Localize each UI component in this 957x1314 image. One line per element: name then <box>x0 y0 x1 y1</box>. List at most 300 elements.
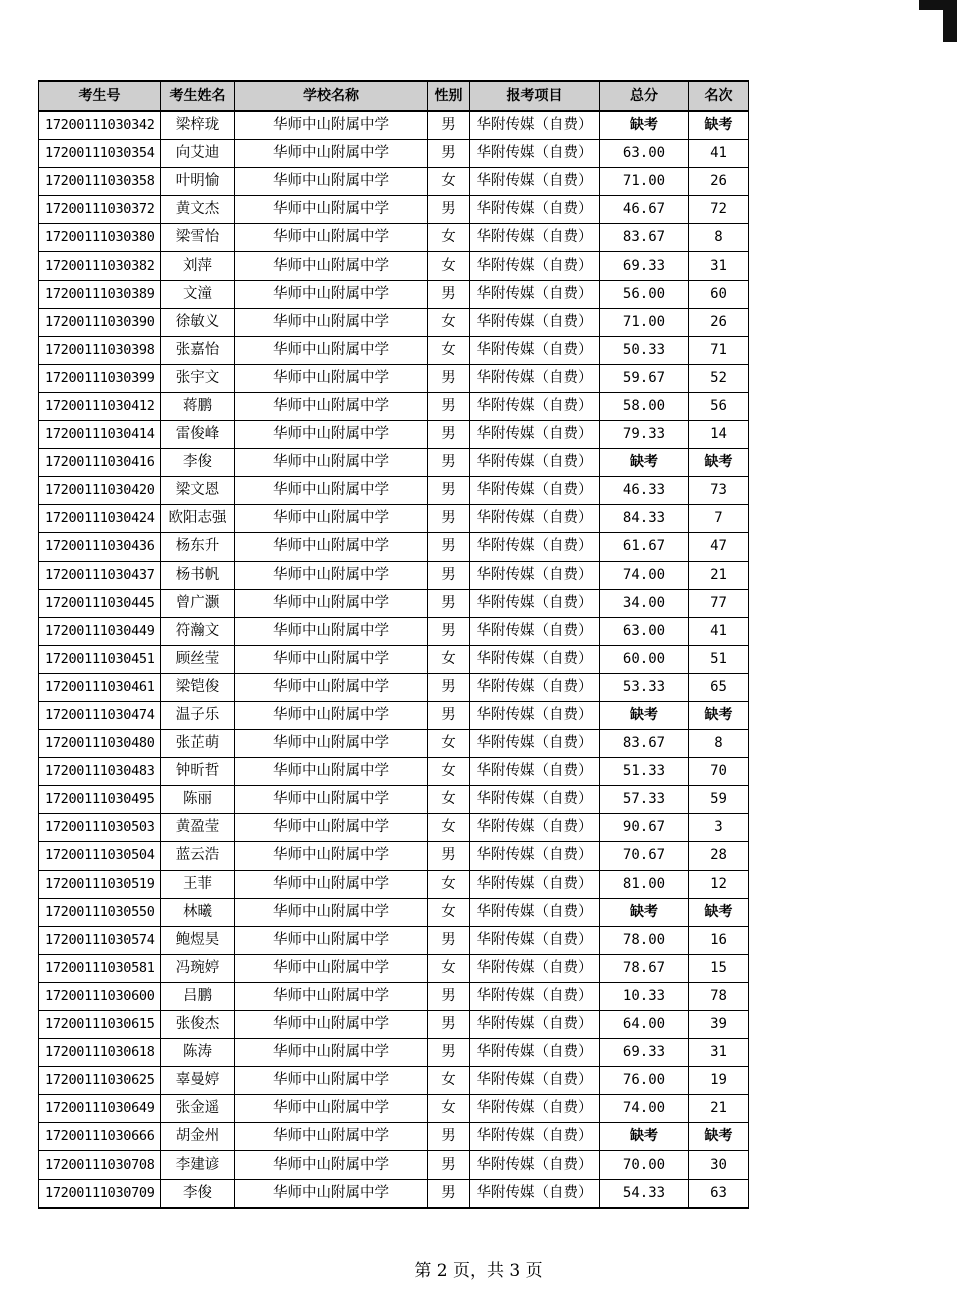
candidate-id-cell: 17200111030451 <box>39 645 161 673</box>
applied-program-cell: 华附传媒（自费） <box>470 1123 600 1151</box>
rank-cell: 缺考 <box>689 1123 749 1151</box>
candidate-id-cell: 17200111030480 <box>39 730 161 758</box>
rank-cell: 71 <box>689 336 749 364</box>
applied-program-cell: 华附传媒（自费） <box>470 140 600 168</box>
school-name-cell: 华师中山附属中学 <box>235 730 428 758</box>
school-name-cell: 华师中山附属中学 <box>235 870 428 898</box>
table-row <box>39 308 749 336</box>
candidate-name-cell: 李建谚 <box>161 1151 235 1179</box>
table-row <box>39 982 749 1010</box>
rank-cell: 56 <box>689 392 749 420</box>
rank-cell: 15 <box>689 954 749 982</box>
applied-program-cell: 华附传媒（自费） <box>470 589 600 617</box>
applied-program-cell: 华附传媒（自费） <box>470 1179 600 1208</box>
school-name-cell: 华师中山附属中学 <box>235 252 428 280</box>
total-score-cell: 63.00 <box>600 140 689 168</box>
gender-cell: 女 <box>428 898 470 926</box>
candidate-name-cell: 徐敏义 <box>161 308 235 336</box>
school-name-cell: 华师中山附属中学 <box>235 505 428 533</box>
applied-program-cell: 华附传媒（自费） <box>470 1011 600 1039</box>
candidate-name-cell: 曾广灏 <box>161 589 235 617</box>
school-name-cell: 华师中山附属中学 <box>235 140 428 168</box>
table-row <box>39 168 749 196</box>
scan-corner-mark <box>943 0 957 42</box>
table-row <box>39 449 749 477</box>
applied-program-cell: 华附传媒（自费） <box>470 505 600 533</box>
table-row <box>39 1039 749 1067</box>
gender-cell: 女 <box>428 1067 470 1095</box>
applied-program-cell: 华附传媒（自费） <box>470 533 600 561</box>
total-score-cell: 74.00 <box>600 1095 689 1123</box>
school-name-cell: 华师中山附属中学 <box>235 533 428 561</box>
rank-cell: 26 <box>689 308 749 336</box>
rank-cell: 28 <box>689 842 749 870</box>
school-name-cell: 华师中山附属中学 <box>235 786 428 814</box>
gender-cell: 女 <box>428 814 470 842</box>
candidate-id-cell: 17200111030503 <box>39 814 161 842</box>
candidate-name-cell: 张俊杰 <box>161 1011 235 1039</box>
header-total-score: 总分 <box>600 81 689 111</box>
table-row <box>39 111 749 140</box>
rank-cell: 39 <box>689 1011 749 1039</box>
candidate-name-cell: 辜曼婷 <box>161 1067 235 1095</box>
gender-cell: 女 <box>428 954 470 982</box>
rank-cell: 41 <box>689 617 749 645</box>
rank-cell: 21 <box>689 561 749 589</box>
total-score-cell: 缺考 <box>600 449 689 477</box>
total-score-cell: 70.67 <box>600 842 689 870</box>
total-score-cell: 69.33 <box>600 252 689 280</box>
school-name-cell: 华师中山附属中学 <box>235 111 428 140</box>
candidate-id-cell: 17200111030445 <box>39 589 161 617</box>
school-name-cell: 华师中山附属中学 <box>235 1123 428 1151</box>
applied-program-cell: 华附传媒（自费） <box>470 561 600 589</box>
table-row <box>39 280 749 308</box>
school-name-cell: 华师中山附属中学 <box>235 1039 428 1067</box>
candidate-id-cell: 17200111030519 <box>39 870 161 898</box>
rank-cell: 73 <box>689 477 749 505</box>
candidate-name-cell: 刘萍 <box>161 252 235 280</box>
total-score-cell: 54.33 <box>600 1179 689 1208</box>
table-row <box>39 617 749 645</box>
candidate-name-cell: 梁铠俊 <box>161 673 235 701</box>
gender-cell: 男 <box>428 701 470 729</box>
table-row <box>39 842 749 870</box>
candidate-id-cell: 17200111030574 <box>39 926 161 954</box>
candidate-id-cell: 17200111030399 <box>39 364 161 392</box>
score-table <box>38 80 749 1209</box>
gender-cell: 男 <box>428 589 470 617</box>
gender-cell: 男 <box>428 617 470 645</box>
rank-cell: 7 <box>689 505 749 533</box>
total-score-cell: 60.00 <box>600 645 689 673</box>
applied-program-cell: 华附传媒（自费） <box>470 982 600 1010</box>
table-row <box>39 140 749 168</box>
applied-program-cell: 华附传媒（自费） <box>470 111 600 140</box>
rank-cell: 3 <box>689 814 749 842</box>
table-row <box>39 1151 749 1179</box>
rank-cell: 缺考 <box>689 449 749 477</box>
candidate-name-cell: 黄盈莹 <box>161 814 235 842</box>
candidate-id-cell: 17200111030354 <box>39 140 161 168</box>
school-name-cell: 华师中山附属中学 <box>235 898 428 926</box>
table-row <box>39 421 749 449</box>
candidate-id-cell: 17200111030437 <box>39 561 161 589</box>
school-name-cell: 华师中山附属中学 <box>235 392 428 420</box>
candidate-id-cell: 17200111030495 <box>39 786 161 814</box>
table-row <box>39 954 749 982</box>
header-gender: 性别 <box>428 81 470 111</box>
candidate-name-cell: 梁文恩 <box>161 477 235 505</box>
candidate-id-cell: 17200111030625 <box>39 1067 161 1095</box>
applied-program-cell: 华附传媒（自费） <box>470 1151 600 1179</box>
candidate-name-cell: 钟昕哲 <box>161 758 235 786</box>
school-name-cell: 华师中山附属中学 <box>235 589 428 617</box>
table-row <box>39 392 749 420</box>
table-row <box>39 1179 749 1208</box>
rank-cell: 59 <box>689 786 749 814</box>
total-score-cell: 78.00 <box>600 926 689 954</box>
header-candidate-name: 考生姓名 <box>161 81 235 111</box>
rank-cell: 26 <box>689 168 749 196</box>
table-row <box>39 533 749 561</box>
candidate-name-cell: 雷俊峰 <box>161 421 235 449</box>
table-row <box>39 673 749 701</box>
candidate-name-cell: 吕鹏 <box>161 982 235 1010</box>
rank-cell: 31 <box>689 1039 749 1067</box>
candidate-id-cell: 17200111030504 <box>39 842 161 870</box>
school-name-cell: 华师中山附属中学 <box>235 645 428 673</box>
rank-cell: 缺考 <box>689 111 749 140</box>
applied-program-cell: 华附传媒（自费） <box>470 617 600 645</box>
table-row <box>39 224 749 252</box>
candidate-id-cell: 17200111030358 <box>39 168 161 196</box>
school-name-cell: 华师中山附属中学 <box>235 1179 428 1208</box>
score-table-container <box>38 80 748 1209</box>
school-name-cell: 华师中山附属中学 <box>235 982 428 1010</box>
applied-program-cell: 华附传媒（自费） <box>470 252 600 280</box>
total-score-cell: 63.00 <box>600 617 689 645</box>
candidate-id-cell: 17200111030398 <box>39 336 161 364</box>
gender-cell: 男 <box>428 842 470 870</box>
total-score-cell: 57.33 <box>600 786 689 814</box>
header-candidate-id: 考生号 <box>39 81 161 111</box>
total-score-cell: 53.33 <box>600 673 689 701</box>
applied-program-cell: 华附传媒（自费） <box>470 224 600 252</box>
candidate-id-cell: 17200111030414 <box>39 421 161 449</box>
table-row <box>39 926 749 954</box>
table-row <box>39 814 749 842</box>
gender-cell: 女 <box>428 786 470 814</box>
candidate-name-cell: 张芷萌 <box>161 730 235 758</box>
applied-program-cell: 华附传媒（自费） <box>470 814 600 842</box>
school-name-cell: 华师中山附属中学 <box>235 336 428 364</box>
candidate-name-cell: 顾丝莹 <box>161 645 235 673</box>
candidate-name-cell: 杨东升 <box>161 533 235 561</box>
applied-program-cell: 华附传媒（自费） <box>470 280 600 308</box>
school-name-cell: 华师中山附属中学 <box>235 1067 428 1095</box>
candidate-name-cell: 黄文杰 <box>161 196 235 224</box>
table-row <box>39 758 749 786</box>
rank-cell: 缺考 <box>689 898 749 926</box>
total-score-cell: 46.33 <box>600 477 689 505</box>
table-row <box>39 1067 749 1095</box>
rank-cell: 65 <box>689 673 749 701</box>
gender-cell: 男 <box>428 364 470 392</box>
total-score-cell: 56.00 <box>600 280 689 308</box>
candidate-name-cell: 向艾迪 <box>161 140 235 168</box>
total-score-cell: 缺考 <box>600 898 689 926</box>
table-header-row <box>39 81 749 111</box>
table-row <box>39 898 749 926</box>
candidate-name-cell: 陈丽 <box>161 786 235 814</box>
gender-cell: 女 <box>428 308 470 336</box>
total-score-cell: 缺考 <box>600 111 689 140</box>
rank-cell: 31 <box>689 252 749 280</box>
total-score-cell: 缺考 <box>600 701 689 729</box>
gender-cell: 男 <box>428 392 470 420</box>
rank-cell: 77 <box>689 589 749 617</box>
candidate-name-cell: 胡金州 <box>161 1123 235 1151</box>
gender-cell: 女 <box>428 758 470 786</box>
school-name-cell: 华师中山附属中学 <box>235 954 428 982</box>
candidate-name-cell: 叶明愉 <box>161 168 235 196</box>
rank-cell: 60 <box>689 280 749 308</box>
candidate-id-cell: 17200111030412 <box>39 392 161 420</box>
school-name-cell: 华师中山附属中学 <box>235 1151 428 1179</box>
applied-program-cell: 华附传媒（自费） <box>470 196 600 224</box>
candidate-id-cell: 17200111030474 <box>39 701 161 729</box>
school-name-cell: 华师中山附属中学 <box>235 280 428 308</box>
gender-cell: 男 <box>428 1011 470 1039</box>
applied-program-cell: 华附传媒（自费） <box>470 701 600 729</box>
school-name-cell: 华师中山附属中学 <box>235 561 428 589</box>
applied-program-cell: 华附传媒（自费） <box>470 308 600 336</box>
total-score-cell: 34.00 <box>600 589 689 617</box>
candidate-id-cell: 17200111030618 <box>39 1039 161 1067</box>
table-row <box>39 477 749 505</box>
candidate-id-cell: 17200111030390 <box>39 308 161 336</box>
applied-program-cell: 华附传媒（自费） <box>470 758 600 786</box>
school-name-cell: 华师中山附属中学 <box>235 1095 428 1123</box>
candidate-id-cell: 17200111030666 <box>39 1123 161 1151</box>
applied-program-cell: 华附传媒（自费） <box>470 449 600 477</box>
applied-program-cell: 华附传媒（自费） <box>470 842 600 870</box>
total-score-cell: 74.00 <box>600 561 689 589</box>
applied-program-cell: 华附传媒（自费） <box>470 1067 600 1095</box>
rank-cell: 14 <box>689 421 749 449</box>
candidate-id-cell: 17200111030380 <box>39 224 161 252</box>
total-score-cell: 83.67 <box>600 224 689 252</box>
applied-program-cell: 华附传媒（自费） <box>470 786 600 814</box>
rank-cell: 21 <box>689 1095 749 1123</box>
total-score-cell: 71.00 <box>600 308 689 336</box>
total-score-cell: 61.67 <box>600 533 689 561</box>
candidate-id-cell: 17200111030424 <box>39 505 161 533</box>
table-row <box>39 645 749 673</box>
school-name-cell: 华师中山附属中学 <box>235 477 428 505</box>
rank-cell: 16 <box>689 926 749 954</box>
gender-cell: 男 <box>428 477 470 505</box>
candidate-name-cell: 王菲 <box>161 870 235 898</box>
candidate-id-cell: 17200111030389 <box>39 280 161 308</box>
rank-cell: 41 <box>689 140 749 168</box>
candidate-name-cell: 蓝云浩 <box>161 842 235 870</box>
rank-cell: 78 <box>689 982 749 1010</box>
school-name-cell: 华师中山附属中学 <box>235 842 428 870</box>
table-row <box>39 1095 749 1123</box>
total-score-cell: 10.33 <box>600 982 689 1010</box>
table-row <box>39 1123 749 1151</box>
candidate-name-cell: 陈涛 <box>161 1039 235 1067</box>
total-score-cell: 58.00 <box>600 392 689 420</box>
candidate-name-cell: 蒋鹏 <box>161 392 235 420</box>
school-name-cell: 华师中山附属中学 <box>235 814 428 842</box>
candidate-id-cell: 17200111030372 <box>39 196 161 224</box>
candidate-id-cell: 17200111030550 <box>39 898 161 926</box>
table-row <box>39 1011 749 1039</box>
gender-cell: 男 <box>428 280 470 308</box>
gender-cell: 男 <box>428 449 470 477</box>
total-score-cell: 64.00 <box>600 1011 689 1039</box>
candidate-id-cell: 17200111030461 <box>39 673 161 701</box>
applied-program-cell: 华附传媒（自费） <box>470 392 600 420</box>
applied-program-cell: 华附传媒（自费） <box>470 898 600 926</box>
applied-program-cell: 华附传媒（自费） <box>470 477 600 505</box>
applied-program-cell: 华附传媒（自费） <box>470 364 600 392</box>
applied-program-cell: 华附传媒（自费） <box>470 336 600 364</box>
applied-program-cell: 华附传媒（自费） <box>470 954 600 982</box>
candidate-id-cell: 17200111030581 <box>39 954 161 982</box>
gender-cell: 男 <box>428 421 470 449</box>
rank-cell: 72 <box>689 196 749 224</box>
header-applied-program: 报考项目 <box>470 81 600 111</box>
gender-cell: 女 <box>428 168 470 196</box>
total-score-cell: 缺考 <box>600 1123 689 1151</box>
table-row <box>39 701 749 729</box>
total-score-cell: 81.00 <box>600 870 689 898</box>
gender-cell: 男 <box>428 140 470 168</box>
total-score-cell: 71.00 <box>600 168 689 196</box>
rank-cell: 8 <box>689 730 749 758</box>
candidate-id-cell: 17200111030708 <box>39 1151 161 1179</box>
school-name-cell: 华师中山附属中学 <box>235 758 428 786</box>
candidate-name-cell: 张嘉怡 <box>161 336 235 364</box>
school-name-cell: 华师中山附属中学 <box>235 224 428 252</box>
total-score-cell: 83.67 <box>600 730 689 758</box>
candidate-name-cell: 欧阳志强 <box>161 505 235 533</box>
candidate-id-cell: 17200111030709 <box>39 1179 161 1208</box>
gender-cell: 女 <box>428 730 470 758</box>
gender-cell: 男 <box>428 1039 470 1067</box>
rank-cell: 12 <box>689 870 749 898</box>
candidate-name-cell: 林曦 <box>161 898 235 926</box>
applied-program-cell: 华附传媒（自费） <box>470 645 600 673</box>
candidate-id-cell: 17200111030416 <box>39 449 161 477</box>
rank-cell: 19 <box>689 1067 749 1095</box>
school-name-cell: 华师中山附属中学 <box>235 926 428 954</box>
gender-cell: 男 <box>428 111 470 140</box>
candidate-id-cell: 17200111030342 <box>39 111 161 140</box>
table-row <box>39 336 749 364</box>
rank-cell: 47 <box>689 533 749 561</box>
candidate-id-cell: 17200111030483 <box>39 758 161 786</box>
gender-cell: 男 <box>428 1123 470 1151</box>
candidate-name-cell: 鲍煜昊 <box>161 926 235 954</box>
school-name-cell: 华师中山附属中学 <box>235 1011 428 1039</box>
table-row <box>39 786 749 814</box>
gender-cell: 男 <box>428 505 470 533</box>
candidate-id-cell: 17200111030420 <box>39 477 161 505</box>
candidate-id-cell: 17200111030436 <box>39 533 161 561</box>
table-body <box>39 111 749 1208</box>
total-score-cell: 70.00 <box>600 1151 689 1179</box>
rank-cell: 63 <box>689 1179 749 1208</box>
candidate-name-cell: 张宇文 <box>161 364 235 392</box>
header-rank: 名次 <box>689 81 749 111</box>
total-score-cell: 69.33 <box>600 1039 689 1067</box>
total-score-cell: 78.67 <box>600 954 689 982</box>
applied-program-cell: 华附传媒（自费） <box>470 730 600 758</box>
applied-program-cell: 华附传媒（自费） <box>470 1095 600 1123</box>
candidate-name-cell: 梁雪怡 <box>161 224 235 252</box>
candidate-name-cell: 文潼 <box>161 280 235 308</box>
candidate-name-cell: 张金遥 <box>161 1095 235 1123</box>
gender-cell: 男 <box>428 926 470 954</box>
gender-cell: 男 <box>428 196 470 224</box>
gender-cell: 男 <box>428 982 470 1010</box>
candidate-name-cell: 梁梓珑 <box>161 111 235 140</box>
school-name-cell: 华师中山附属中学 <box>235 617 428 645</box>
school-name-cell: 华师中山附属中学 <box>235 196 428 224</box>
gender-cell: 男 <box>428 1179 470 1208</box>
gender-cell: 女 <box>428 1095 470 1123</box>
total-score-cell: 59.67 <box>600 364 689 392</box>
gender-cell: 女 <box>428 870 470 898</box>
rank-cell: 8 <box>689 224 749 252</box>
candidate-id-cell: 17200111030449 <box>39 617 161 645</box>
gender-cell: 女 <box>428 224 470 252</box>
school-name-cell: 华师中山附属中学 <box>235 168 428 196</box>
gender-cell: 男 <box>428 533 470 561</box>
rank-cell: 70 <box>689 758 749 786</box>
candidate-id-cell: 17200111030600 <box>39 982 161 1010</box>
applied-program-cell: 华附传媒（自费） <box>470 870 600 898</box>
header-school-name: 学校名称 <box>235 81 428 111</box>
total-score-cell: 79.33 <box>600 421 689 449</box>
total-score-cell: 90.67 <box>600 814 689 842</box>
candidate-name-cell: 李俊 <box>161 1179 235 1208</box>
applied-program-cell: 华附传媒（自费） <box>470 168 600 196</box>
school-name-cell: 华师中山附属中学 <box>235 364 428 392</box>
rank-cell: 缺考 <box>689 701 749 729</box>
applied-program-cell: 华附传媒（自费） <box>470 926 600 954</box>
table-row <box>39 589 749 617</box>
gender-cell: 男 <box>428 561 470 589</box>
gender-cell: 女 <box>428 645 470 673</box>
candidate-name-cell: 温子乐 <box>161 701 235 729</box>
applied-program-cell: 华附传媒（自费） <box>470 1039 600 1067</box>
gender-cell: 男 <box>428 673 470 701</box>
table-row <box>39 196 749 224</box>
candidate-name-cell: 杨书帆 <box>161 561 235 589</box>
rank-cell: 52 <box>689 364 749 392</box>
gender-cell: 女 <box>428 336 470 364</box>
candidate-name-cell: 符瀚文 <box>161 617 235 645</box>
table-row <box>39 364 749 392</box>
table-row <box>39 870 749 898</box>
school-name-cell: 华师中山附属中学 <box>235 421 428 449</box>
